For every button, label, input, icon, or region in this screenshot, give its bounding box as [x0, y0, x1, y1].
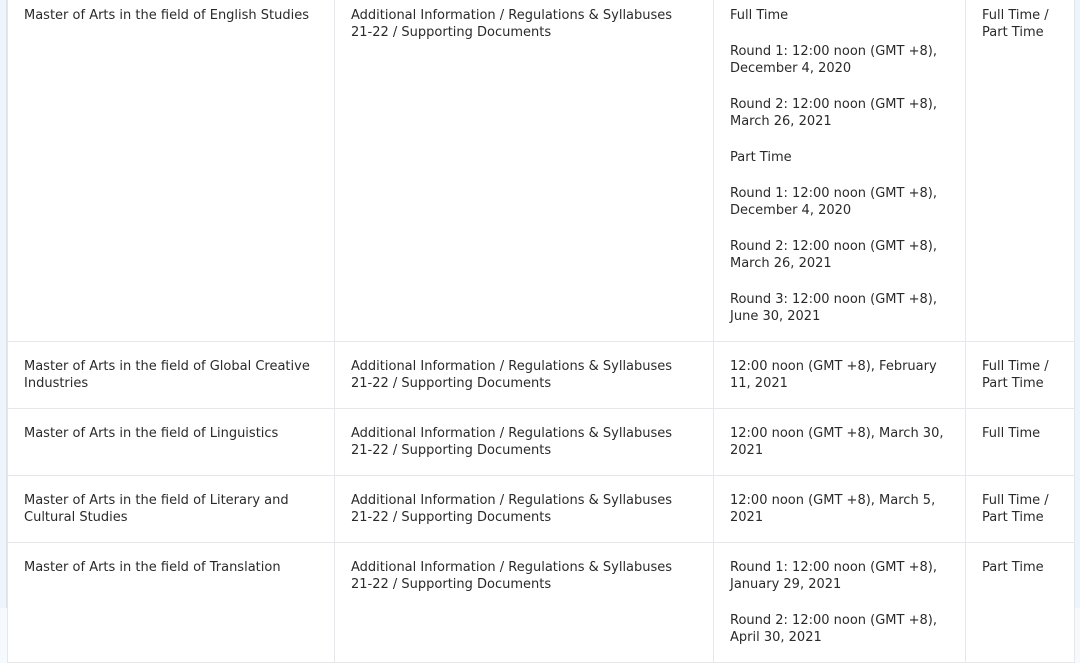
programme-info-links[interactable]: Additional Information / Regulations & Syllabuses 21-22 / Supporting Documents	[351, 560, 673, 592]
deadline-item: Round 1: 12:00 noon (GMT +8), December 4, 2020	[730, 44, 937, 76]
programme-name: Master of Arts in the field of Global Creative Industries	[24, 359, 310, 391]
programme-name-cell	[8, 342, 335, 409]
deadline-item: 12:00 noon (GMT +8), March 30, 2021	[730, 426, 944, 458]
programme-name-cell	[8, 476, 335, 543]
programme-name-cell	[8, 543, 335, 663]
programme-info-cell	[335, 0, 714, 342]
study-mode-cell	[966, 543, 1075, 663]
deadline-heading-part-time: Part Time	[730, 150, 792, 165]
study-mode: Full Time / Part Time	[982, 359, 1049, 391]
programme-table	[7, 0, 1075, 663]
table-row	[8, 342, 1075, 409]
study-mode: Part Time	[982, 560, 1044, 575]
table-row	[8, 543, 1075, 663]
deadline-item: Round 2: 12:00 noon (GMT +8), April 30, 2021	[730, 613, 937, 645]
study-mode: Full Time	[982, 426, 1041, 441]
deadline-cell	[714, 0, 966, 342]
table-row	[8, 476, 1075, 543]
study-mode: Full Time / Part Time	[982, 493, 1049, 525]
left-page-edge	[0, 0, 7, 608]
programme-info-links[interactable]: Additional Information / Regulations & Syllabuses 21-22 / Supporting Documents	[351, 426, 673, 458]
programme-name: Master of Arts in the field of English Studies	[24, 8, 310, 23]
programme-name-cell	[8, 409, 335, 476]
table-row	[8, 409, 1075, 476]
deadline-cell	[714, 543, 966, 663]
study-mode-cell	[966, 409, 1075, 476]
table-row	[8, 0, 1075, 342]
programme-name: Master of Arts in the field of Literary and Cultural Studies	[24, 493, 289, 525]
programme-info-links[interactable]: Additional Information / Regulations & Syllabuses 21-22 / Supporting Documents	[351, 359, 673, 391]
programme-name: Master of Arts in the field of Linguistics	[24, 426, 279, 441]
study-mode-cell	[966, 476, 1075, 543]
programme-name-cell	[8, 0, 335, 342]
programme-info-cell	[335, 476, 714, 543]
programme-info-cell	[335, 342, 714, 409]
deadline-item: Round 2: 12:00 noon (GMT +8), March 26, 2021	[730, 239, 937, 271]
study-mode: Full Time / Part Time	[982, 8, 1049, 40]
deadline-item: Round 3: 12:00 noon (GMT +8), June 30, 2021	[730, 292, 937, 324]
study-mode-cell	[966, 342, 1075, 409]
programme-name: Master of Arts in the field of Translation	[24, 560, 281, 575]
programme-info-cell	[335, 543, 714, 663]
deadline-cell	[714, 409, 966, 476]
programme-info-links[interactable]: Additional Information / Regulations & Syllabuses 21-22 / Supporting Documents	[351, 8, 673, 40]
deadline-cell	[714, 476, 966, 543]
deadline-item: Round 2: 12:00 noon (GMT +8), March 26, 2021	[730, 97, 937, 129]
study-mode-cell	[966, 0, 1075, 342]
deadline-heading-full-time: Full Time	[730, 8, 789, 23]
deadline-item: Round 1: 12:00 noon (GMT +8), January 29, 2021	[730, 560, 937, 592]
deadline-item: Round 1: 12:00 noon (GMT +8), December 4, 2020	[730, 186, 937, 218]
deadline-cell	[714, 342, 966, 409]
deadline-item: 12:00 noon (GMT +8), February 11, 2021	[730, 359, 937, 391]
programme-info-links[interactable]: Additional Information / Regulations & Syllabuses 21-22 / Supporting Documents	[351, 493, 673, 525]
programme-info-cell	[335, 409, 714, 476]
deadline-item: 12:00 noon (GMT +8), March 5, 2021	[730, 493, 936, 525]
